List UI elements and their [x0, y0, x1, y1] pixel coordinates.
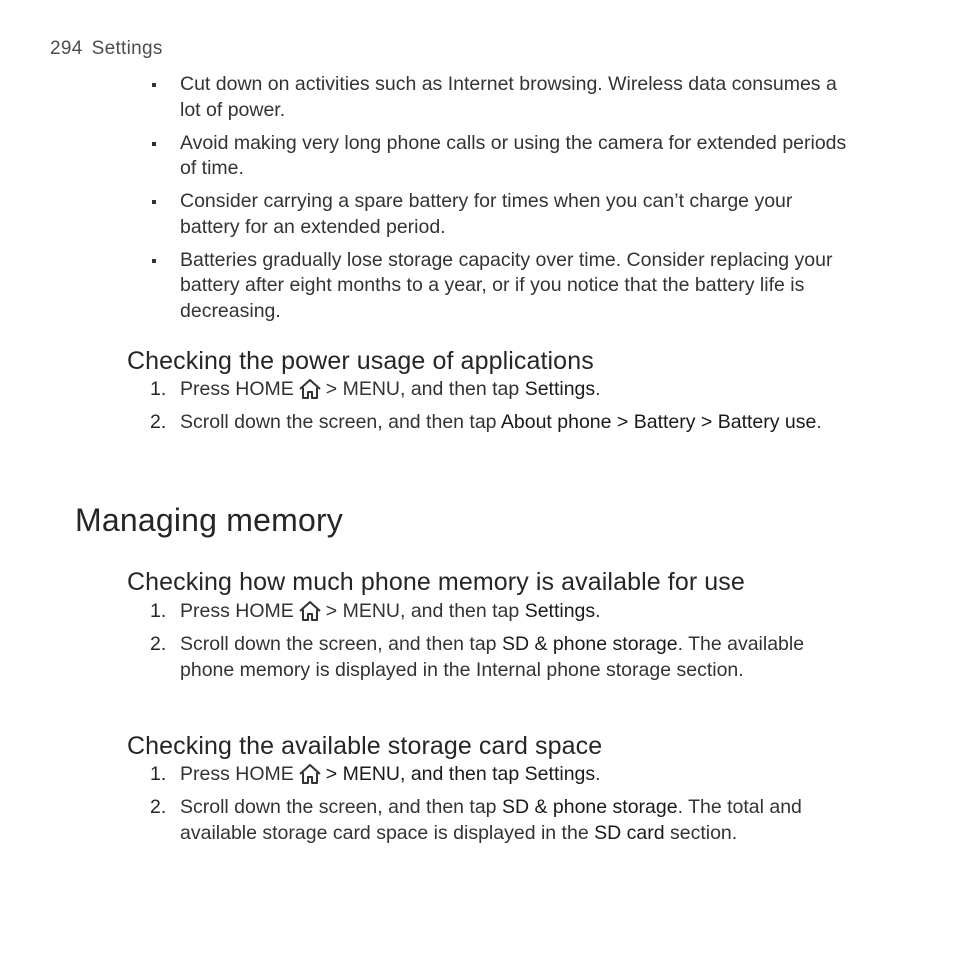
phone-memory-heading: Checking how much phone memory is available for use: [127, 568, 745, 596]
step-item: 1. Press HOME > MENU, and then tap Settings.: [150, 600, 601, 622]
power-usage-steps: [150, 377, 860, 443]
storage-card-steps: [150, 762, 860, 854]
home-icon: [297, 378, 323, 400]
power-usage-heading: Checking the power usage of applications: [127, 347, 594, 375]
step-item: 2. Scroll down the screen, and then tap About phone > Battery > Battery use.: [150, 411, 822, 433]
bullet-icon: [152, 83, 156, 87]
phone-memory-steps: [150, 599, 860, 691]
page-header: [50, 38, 163, 60]
step-item: 1. Press HOME > MENU, and then tap Settings.: [150, 763, 601, 785]
bullet-icon: [152, 200, 156, 204]
home-icon: [297, 763, 323, 785]
managing-memory-title: Managing memory: [75, 502, 343, 538]
list-item: Avoid making very long phone calls or using the camera for extended periods of time.: [150, 131, 850, 182]
bullet-icon: [152, 259, 156, 263]
list-item: Consider carrying a spare battery for times when you can’t charge your battery for an extended period.: [150, 189, 850, 240]
list-item: Batteries gradually lose storage capacity over time. Consider replacing your battery after eight months to a year, or if you notice that the battery life is decreasing.: [150, 248, 850, 325]
page-number: 294: [50, 38, 83, 59]
section-name: Settings: [91, 38, 163, 59]
step-item: 2. Scroll down the screen, and then tap SD & phone storage. The available phone memory is displayed in the Internal phone storage section.: [150, 633, 805, 681]
storage-card-heading: Checking the available storage card space: [127, 732, 603, 760]
home-icon: [297, 600, 323, 622]
step-item: 1. Press HOME > MENU, and then tap Settings.: [150, 378, 601, 400]
step-item: 2. Scroll down the screen, and then tap SD & phone storage. The total and available storage card space is displayed in the SD card section.: [150, 796, 802, 844]
bullet-icon: [152, 142, 156, 146]
battery-tips-list: [150, 72, 850, 332]
list-item: Cut down on activities such as Internet browsing. Wireless data consumes a lot of power.: [150, 72, 850, 123]
